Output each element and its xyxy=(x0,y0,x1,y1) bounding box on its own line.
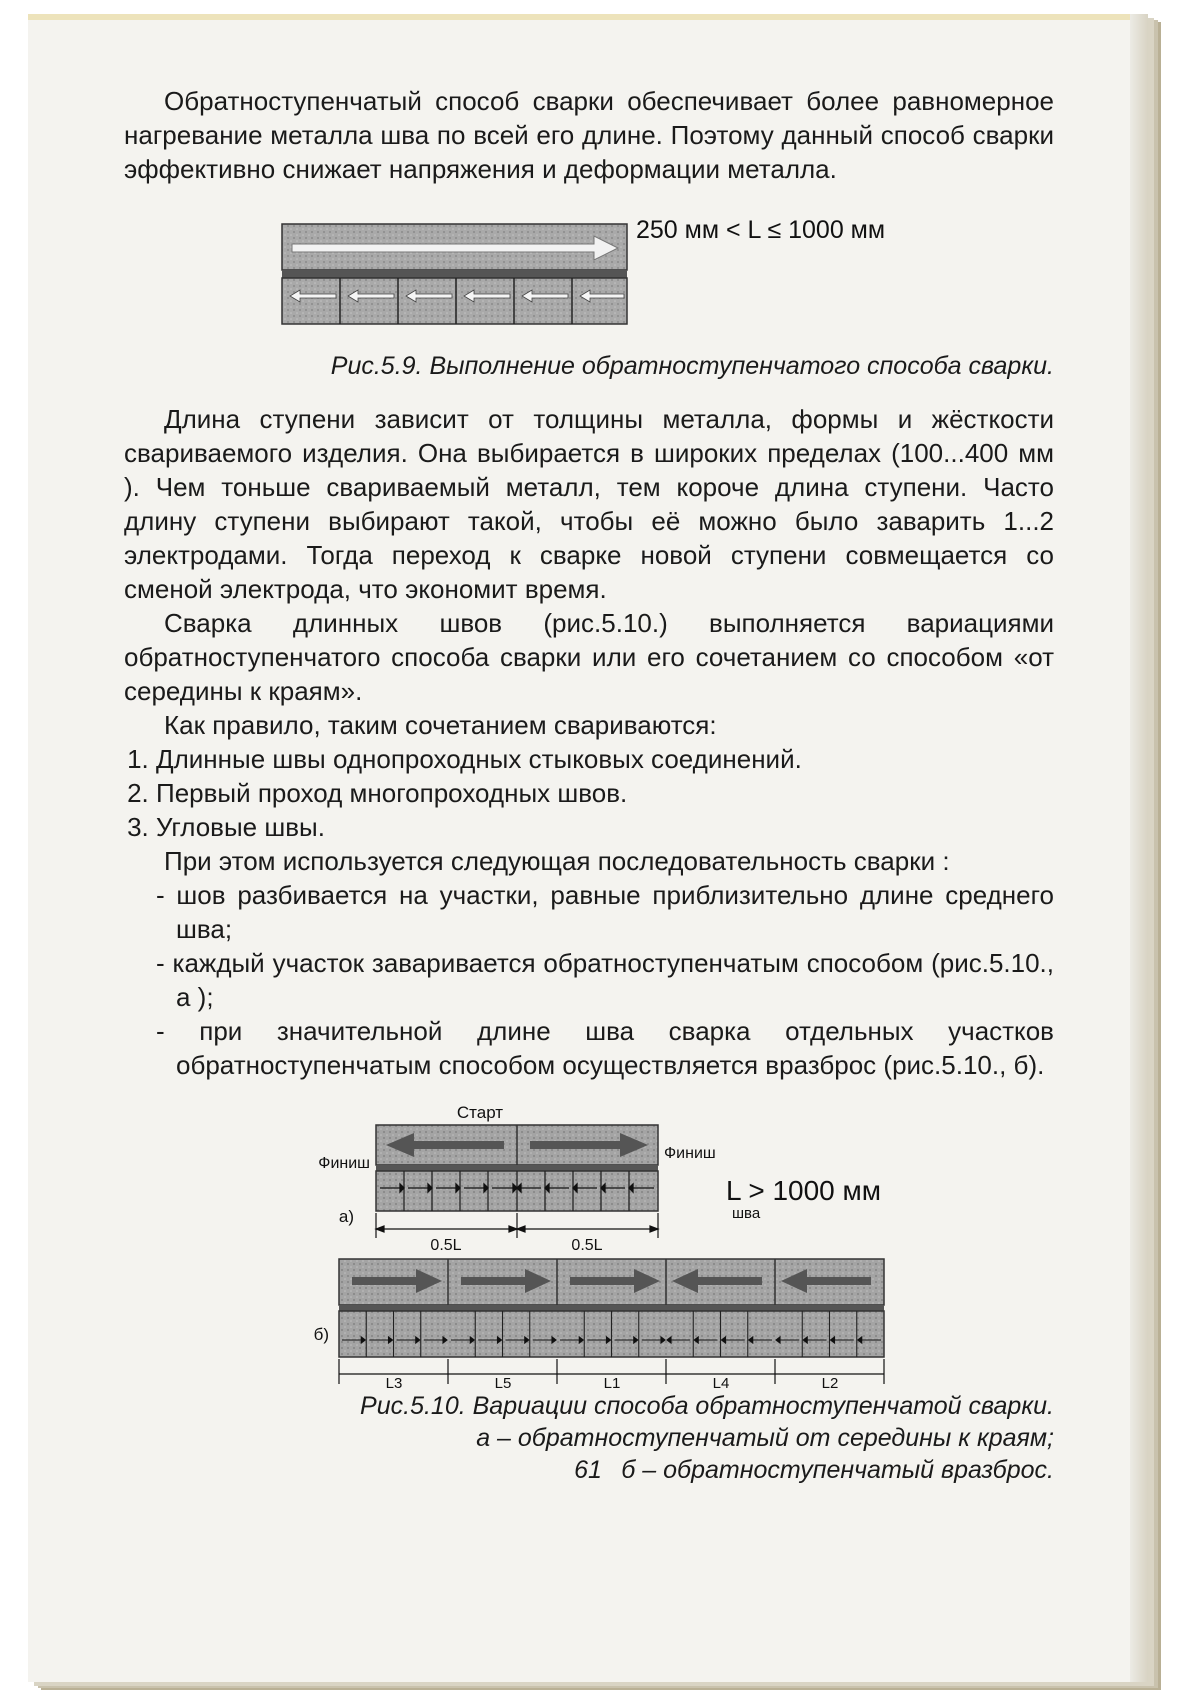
plate-bottom xyxy=(282,278,627,324)
range-label-5-9: 250 мм < L ≤ 1000 мм xyxy=(636,216,886,244)
page-top-edge xyxy=(28,14,1148,20)
list-item: - каждый участок заваривается обратноступенчатым способом (рис.5.10., а ); xyxy=(156,948,1054,1012)
list-item: - шов разбивается на участки, равные приблизительно длине среднего шва; xyxy=(156,880,1054,944)
figure-5-10 xyxy=(124,1088,1054,1388)
weld-band-a xyxy=(376,1165,658,1171)
book-page xyxy=(28,14,1148,1682)
list-item: 2. Первый проход многопроходных швов. xyxy=(156,776,1054,810)
figure-5-9 xyxy=(124,194,1054,344)
range-sub-label: шва xyxy=(732,1205,761,1222)
segment-label: L5 xyxy=(494,1375,512,1388)
segment-label: L2 xyxy=(821,1375,839,1388)
page-content xyxy=(124,84,1054,1486)
caption-5-10-line-3: б – обратноступенчатый вразброс. xyxy=(621,1456,1054,1484)
caption-5-10-line-2: а – обратноступенчатый от середины к краям; xyxy=(476,1424,1054,1452)
finish-right-label: Финиш xyxy=(664,1145,716,1162)
numbered-list xyxy=(124,742,1054,844)
label-b: б) xyxy=(313,1325,329,1344)
list-item: 3. Угловые швы. xyxy=(156,810,1054,844)
half-right-label: 0.5L xyxy=(571,1237,603,1254)
list-item: 1. Длинные швы однопроходных стыковых соединений. xyxy=(156,742,1054,776)
dash-list xyxy=(124,878,1054,1082)
label-a: а) xyxy=(338,1207,354,1226)
segment-label: L1 xyxy=(603,1375,621,1388)
paragraph-4: Как правило, таким сочетанием свариваются: xyxy=(164,710,717,740)
caption-5-9: Рис.5.9. Выполнение обратноступенчатого способа сварки. xyxy=(330,352,1054,380)
weld-band-b xyxy=(339,1305,884,1311)
start-label: Старт xyxy=(456,1103,504,1122)
finish-left-label: Финиш xyxy=(318,1155,370,1172)
paragraph-3: Сварка длинных швов (рис.5.10.) выполняется вариациями обратноступенчатого способа сварки или его сочетанием со способом «от середины к краям». xyxy=(124,608,1054,706)
page-number: 61 xyxy=(574,1456,602,1484)
paragraph-1: Обратноступенчатый способ сварки обеспечивает более равномерное нагревание металла шва по всей его длине. Поэтому данный способ сварки эффективно снижает напряжения и деформации металла. xyxy=(124,86,1054,184)
weld-band xyxy=(282,270,627,278)
paragraph-5: При этом используется следующая последовательность сварки : xyxy=(164,846,950,876)
list-item: - при значительной длине шва сварка отдельных участков обратноступенчатым способом осуществляется вразброс (рис.5.10., б). xyxy=(156,1016,1054,1080)
caption-5-10-line-1: Рис.5.10. Вариации способа обратноступенчатой сварки. xyxy=(360,1392,1054,1420)
page-side-edge xyxy=(1130,14,1148,1682)
paragraph-2: Длина ступени зависит от толщины металла, формы и жёсткости свариваемого изделия. Она выбирается в широких пределах (100...400 мм ). Чем тоньше свариваемый металл, тем короче длина ступени. Часто длину ступени выбирают такой, чтобы её можно было заварить 1...2 электродами. Тогда переход к сварке новой ступени совмещается со сменой электрода, что экономит время. xyxy=(124,404,1054,604)
segment-label: L4 xyxy=(712,1375,730,1388)
segment-label: L3 xyxy=(385,1375,403,1388)
range-label-5-10: L > 1000 мм xyxy=(726,1175,882,1206)
half-left-label: 0.5L xyxy=(430,1237,462,1254)
